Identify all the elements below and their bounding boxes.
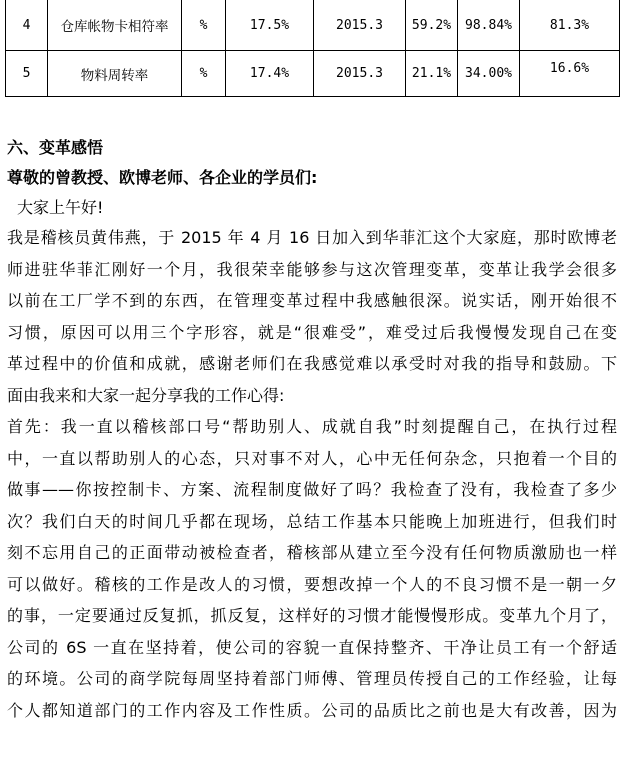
value-cell: 98.84% xyxy=(458,0,520,51)
text-line: 可以做好。稽核的工作是改人的习惯，要想改掉一个人的不良习惯不是一朝一夕 xyxy=(7,574,617,594)
value-cell: 16.6% xyxy=(520,51,620,97)
text-line: 做事——你按控制卡、方案、流程制度做好了吗？我检查了没有，我检查了多少 xyxy=(7,480,617,499)
text-line: 我是稽核员黄伟燕，于 2015 年 4 月 16 日加入到华菲汇这个大家庭，那时欧博老 xyxy=(7,228,617,247)
table-row xyxy=(6,0,620,51)
value-cell: 81.3% xyxy=(520,0,620,51)
text-line: 习惯，原因可以用三个字形容，就是“很难受”，难受过后我慢慢发现自己在变 xyxy=(7,322,617,342)
text-line: 首先：我一直以稽核部口号“帮助别人、成就自我”时刻提醒自己，在执行过程 xyxy=(7,417,617,436)
unit-cell: % xyxy=(182,51,226,97)
text-line: 次？我们白天的时间几乎都在现场，总结工作基本只能晚上加班进行，但我们时 xyxy=(7,511,617,531)
text-line: 个人都知道部门的工作内容及工作性质。公司的品质比之前也是大有改善，因为 xyxy=(7,700,617,720)
value-cell: 21.1% xyxy=(406,51,458,97)
document-body xyxy=(7,135,617,726)
value-cell: 17.4% xyxy=(226,51,314,97)
indicator-name: 物料周转率 xyxy=(48,51,182,97)
unit-cell: % xyxy=(182,0,226,51)
value-cell: 34.00% xyxy=(458,51,520,97)
section-title: 六、变革感悟 xyxy=(7,138,104,157)
text-line: 的环境。公司的商学院每周坚持着部门师傅、管理员传授自己的工作经验，让每 xyxy=(7,669,617,688)
value-cell: 59.2% xyxy=(406,0,458,51)
indicator-name: 仓库帐物卡相符率 xyxy=(48,0,182,51)
date-cell: 2015.3 xyxy=(314,0,406,51)
paragraph-first-point xyxy=(7,411,617,726)
paragraph-intro xyxy=(7,222,617,411)
text-line: 中，一直以帮助别人的心态，只对事不对人，心中无任何杂念，只抱着一个目的 xyxy=(7,448,617,468)
text-line: 的事，一定要通过反复抓，抓反复，这样好的习惯才能慢慢形成。变革九个月了， xyxy=(7,606,617,625)
text-line: 师进驻华菲汇刚好一个月，我很荣幸能够参与这次管理变革，变革让我学会很多 xyxy=(7,259,617,279)
date-cell: 2015.3 xyxy=(314,51,406,97)
text-line: 刻不忘用自己的正面带动被检查者，稽核部从建立至今没有任何物质激励也一样 xyxy=(7,543,617,562)
kpi-table xyxy=(5,0,620,97)
text-line: 公司的 6S 一直在坚持着，使公司的容貌一直保持整齐、干净让员工有一个舒适 xyxy=(7,637,617,657)
row-number: 5 xyxy=(6,51,48,97)
text-line: 以前在工厂学不到的东西，在管理变革过程中我感触很深。说实话，刚开始很不 xyxy=(7,291,617,310)
table-row xyxy=(6,51,620,97)
text-line: 面由我来和大家一起分享我的工作心得: xyxy=(7,385,285,405)
salutation: 尊敬的曾教授、欧博老师、各企业的学员们: xyxy=(7,168,318,187)
greeting: 大家上午好! xyxy=(17,198,104,217)
value-cell: 17.5% xyxy=(226,0,314,51)
text-line: 革过程中的价值和成就，感谢老师们在我感觉难以承受时对我的指导和鼓励。下 xyxy=(7,354,617,373)
row-number: 4 xyxy=(6,0,48,51)
